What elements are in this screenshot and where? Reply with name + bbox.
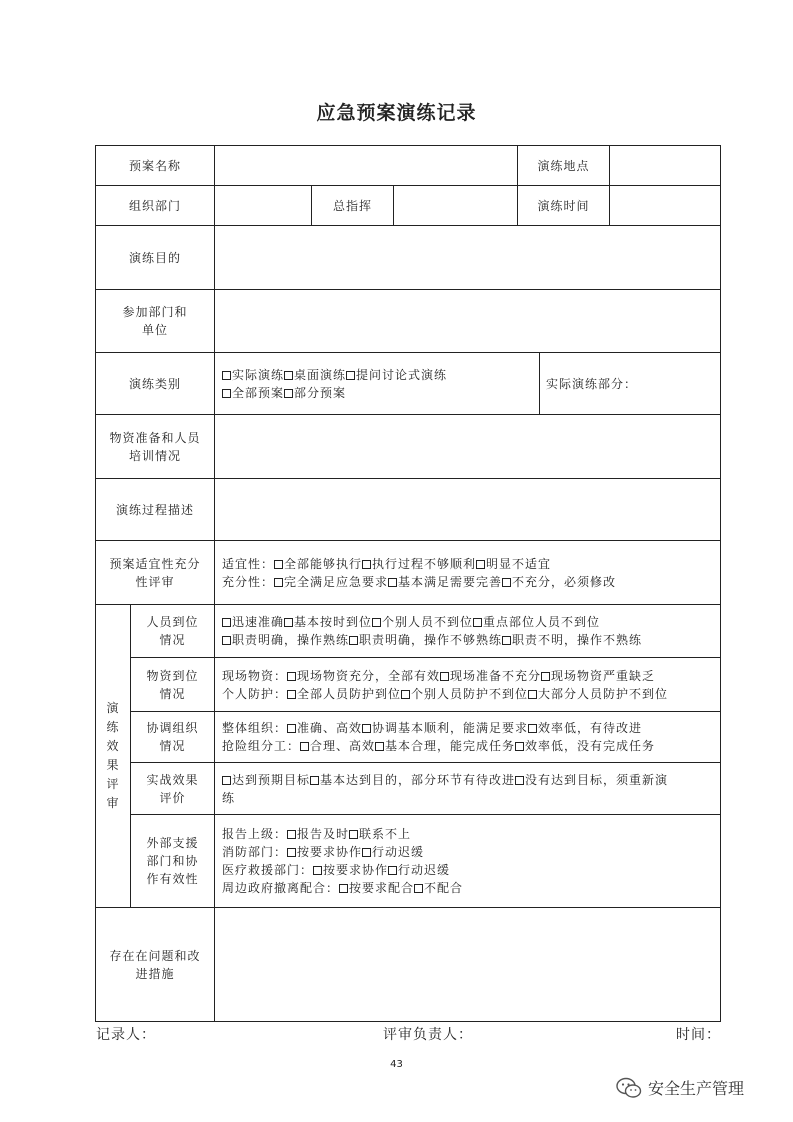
option-label: 现场物资严重缺乏 — [551, 668, 656, 683]
watermark — [616, 1076, 744, 1099]
option-checkbox[interactable] — [222, 776, 231, 785]
option-label: 全部能够执行 — [284, 556, 363, 571]
materials-label: 物资准备和人员 培训情况 — [109, 430, 201, 463]
department-label: 组织部门 — [128, 198, 181, 213]
option-label: 完全满足应急要求 — [284, 574, 389, 589]
option-checkbox[interactable] — [362, 724, 371, 733]
option-label: 实际演练 — [232, 367, 285, 382]
combat-line2 — [222, 789, 719, 807]
option-label: 职责不明，操作不熟练 — [512, 633, 643, 647]
option-checkbox[interactable] — [287, 724, 296, 733]
option-label: 迅速准确 — [232, 615, 285, 629]
actual-part-label: 实际演练部分： — [546, 376, 638, 391]
option-checkbox[interactable] — [287, 830, 296, 839]
option-checkbox[interactable] — [349, 830, 358, 839]
option-checkbox[interactable] — [284, 389, 293, 398]
option-label: 医疗救援部门： — [222, 863, 314, 877]
option-label: 抢险组分工： — [222, 739, 301, 753]
reviewer-label: 评审负责人： — [383, 1027, 473, 1043]
option-label: 职责明确，操作不够熟练 — [359, 633, 503, 647]
location-label: 演练地点 — [537, 158, 590, 173]
option-checkbox[interactable] — [476, 560, 485, 569]
commander-label: 总指挥 — [332, 198, 372, 213]
coordination-line1 — [222, 719, 719, 737]
suitability-options — [222, 541, 719, 604]
option-label: 准确、高效 — [297, 721, 363, 735]
personnel-line1 — [222, 613, 719, 631]
evaluation-label: 演 练 效 果 评 审 — [106, 701, 120, 810]
time-label: 演练时间 — [537, 198, 590, 213]
option-checkbox[interactable] — [362, 848, 371, 857]
suitability-line1 — [222, 555, 719, 573]
option-label: 个别人员不到位 — [382, 615, 474, 629]
option-label: 不充分，必须修改 — [512, 574, 617, 589]
option-label: 现场物资充分，全部有效 — [297, 668, 441, 683]
option-checkbox[interactable] — [349, 636, 358, 645]
option-checkbox[interactable] — [274, 578, 283, 587]
option-label: 不配合 — [424, 881, 464, 895]
option-checkbox[interactable] — [401, 690, 410, 699]
option-checkbox[interactable] — [440, 672, 449, 681]
option-label: 基本合理，能完成任务 — [385, 739, 516, 753]
option-checkbox[interactable] — [502, 636, 511, 645]
option-checkbox[interactable] — [300, 742, 309, 751]
participants-field[interactable] — [215, 290, 720, 352]
external-line3 — [222, 861, 719, 879]
option-label: 报告及时 — [297, 827, 350, 841]
external-line1 — [222, 825, 719, 843]
process-label: 演练过程描述 — [115, 502, 194, 517]
coordination-options — [222, 712, 719, 762]
option-checkbox[interactable] — [528, 690, 537, 699]
option-checkbox[interactable] — [284, 371, 293, 380]
option-label: 桌面演练 — [294, 367, 347, 382]
external-label: 外部支援 部门和协 作有效性 — [146, 836, 199, 886]
option-checkbox[interactable] — [222, 371, 231, 380]
option-checkbox[interactable] — [274, 560, 283, 569]
option-label: 现场物资： — [222, 668, 288, 683]
option-checkbox[interactable] — [310, 776, 319, 785]
plan-name-field[interactable] — [215, 146, 517, 185]
option-label: 提问讨论式演练 — [356, 367, 448, 382]
option-checkbox[interactable] — [372, 618, 381, 627]
option-label: 练 — [222, 790, 236, 805]
option-label: 全部人员防护到位 — [297, 686, 402, 701]
option-label: 职责明确，操作熟练 — [232, 633, 350, 647]
category-options — [222, 353, 538, 414]
department-field[interactable] — [215, 186, 311, 225]
option-checkbox[interactable] — [541, 672, 550, 681]
purpose-field[interactable] — [215, 226, 720, 289]
problems-field[interactable] — [215, 908, 720, 1021]
option-label: 基本按时到位 — [294, 615, 373, 629]
external-line2 — [222, 843, 719, 861]
option-checkbox[interactable] — [222, 389, 231, 398]
option-label: 协调基本顺利，能满足要求 — [372, 721, 529, 735]
option-checkbox[interactable] — [222, 618, 231, 627]
time-footer-label: 时间： — [676, 1027, 721, 1043]
supplies-line2 — [222, 685, 719, 703]
coordination-line2 — [222, 737, 719, 755]
option-label: 明显不适宜 — [486, 556, 552, 571]
form-title: 应急预案演练记录 — [316, 102, 477, 124]
option-checkbox[interactable] — [287, 690, 296, 699]
option-checkbox[interactable] — [502, 578, 511, 587]
option-label: 报告上级： — [222, 827, 288, 841]
option-label: 按要求配合 — [349, 881, 415, 895]
option-label: 效率低，有待改进 — [538, 721, 643, 735]
option-label: 消防部门： — [222, 845, 288, 859]
option-label: 周边政府撤离配合： — [222, 881, 340, 895]
option-checkbox[interactable] — [313, 866, 322, 875]
materials-field[interactable] — [215, 415, 720, 478]
suitability-label: 预案适宜性充分 性评审 — [109, 556, 201, 589]
commander-field[interactable] — [394, 186, 517, 225]
option-checkbox[interactable] — [287, 672, 296, 681]
combat-label: 实战效果 评价 — [146, 772, 199, 805]
option-label: 行动迟缓 — [398, 863, 451, 877]
option-checkbox[interactable] — [339, 884, 348, 893]
option-checkbox[interactable] — [375, 742, 384, 751]
participants-label: 参加部门和 单位 — [122, 305, 188, 337]
option-label: 现场准备不充分 — [450, 668, 542, 683]
option-label: 适宜性： — [222, 556, 275, 571]
suitability-line2 — [222, 573, 719, 591]
option-checkbox[interactable] — [287, 848, 296, 857]
personnel-label: 人员到位 情况 — [146, 615, 199, 647]
option-label: 充分性： — [222, 574, 275, 589]
option-label: 执行过程不够顺利 — [372, 556, 477, 571]
option-label: 没有达到目标，须重新演 — [525, 772, 669, 787]
option-label: 大部分人员防护不到位 — [538, 686, 669, 701]
supplies-label: 物资到位 情况 — [146, 668, 199, 701]
option-checkbox[interactable] — [388, 578, 397, 587]
option-checkbox[interactable] — [222, 636, 231, 645]
option-label: 行动迟缓 — [372, 845, 425, 859]
option-label: 按要求协作 — [323, 863, 389, 877]
time-field[interactable] — [610, 186, 720, 225]
combat-line1 — [222, 771, 719, 789]
watermark-text: 安全生产管理 — [648, 1079, 745, 1098]
option-label: 全部预案 — [232, 385, 285, 400]
option-label: 联系不上 — [359, 827, 412, 841]
category-options-line2 — [222, 384, 538, 402]
category-options-line1 — [222, 366, 538, 384]
option-checkbox[interactable] — [388, 866, 397, 875]
external-options — [222, 815, 719, 907]
page-number: 43 — [390, 1059, 403, 1070]
process-field[interactable] — [215, 479, 720, 540]
combat-options — [222, 763, 719, 814]
option-checkbox[interactable] — [528, 724, 537, 733]
option-label: 整体组织： — [222, 721, 288, 735]
option-label: 重点部位人员不到位 — [483, 615, 601, 629]
option-label: 基本达到目的，部分环节有待改进 — [320, 772, 516, 787]
personnel-options — [222, 605, 719, 657]
option-label: 基本满足需要完善 — [398, 574, 503, 589]
option-label: 个别人员防护不到位 — [411, 686, 529, 701]
problems-label: 存在在问题和改 进措施 — [109, 948, 201, 981]
location-field[interactable] — [610, 146, 720, 185]
recorder-label: 记录人： — [96, 1027, 156, 1043]
option-label: 部分预案 — [294, 385, 347, 400]
option-label: 合理、高效 — [310, 739, 376, 753]
option-label: 按要求协作 — [297, 845, 363, 859]
option-label: 达到预期目标 — [232, 772, 311, 787]
category-label: 演练类别 — [128, 376, 181, 391]
personnel-line2 — [222, 631, 719, 649]
option-label: 个人防护： — [222, 686, 288, 701]
purpose-label: 演练目的 — [128, 250, 181, 265]
wechat-icon — [616, 1077, 642, 1099]
option-checkbox[interactable] — [362, 560, 371, 569]
coordination-label: 协调组织 情况 — [146, 721, 199, 753]
option-checkbox[interactable] — [473, 618, 482, 627]
option-label: 效率低，没有完成任务 — [525, 739, 656, 753]
supplies-options — [222, 658, 719, 711]
option-checkbox[interactable] — [515, 742, 524, 751]
external-line4 — [222, 879, 719, 897]
option-checkbox[interactable] — [284, 618, 293, 627]
plan-name-label: 预案名称 — [128, 158, 181, 173]
supplies-line1 — [222, 667, 719, 685]
option-checkbox[interactable] — [346, 371, 355, 380]
option-checkbox[interactable] — [515, 776, 524, 785]
option-checkbox[interactable] — [414, 884, 423, 893]
